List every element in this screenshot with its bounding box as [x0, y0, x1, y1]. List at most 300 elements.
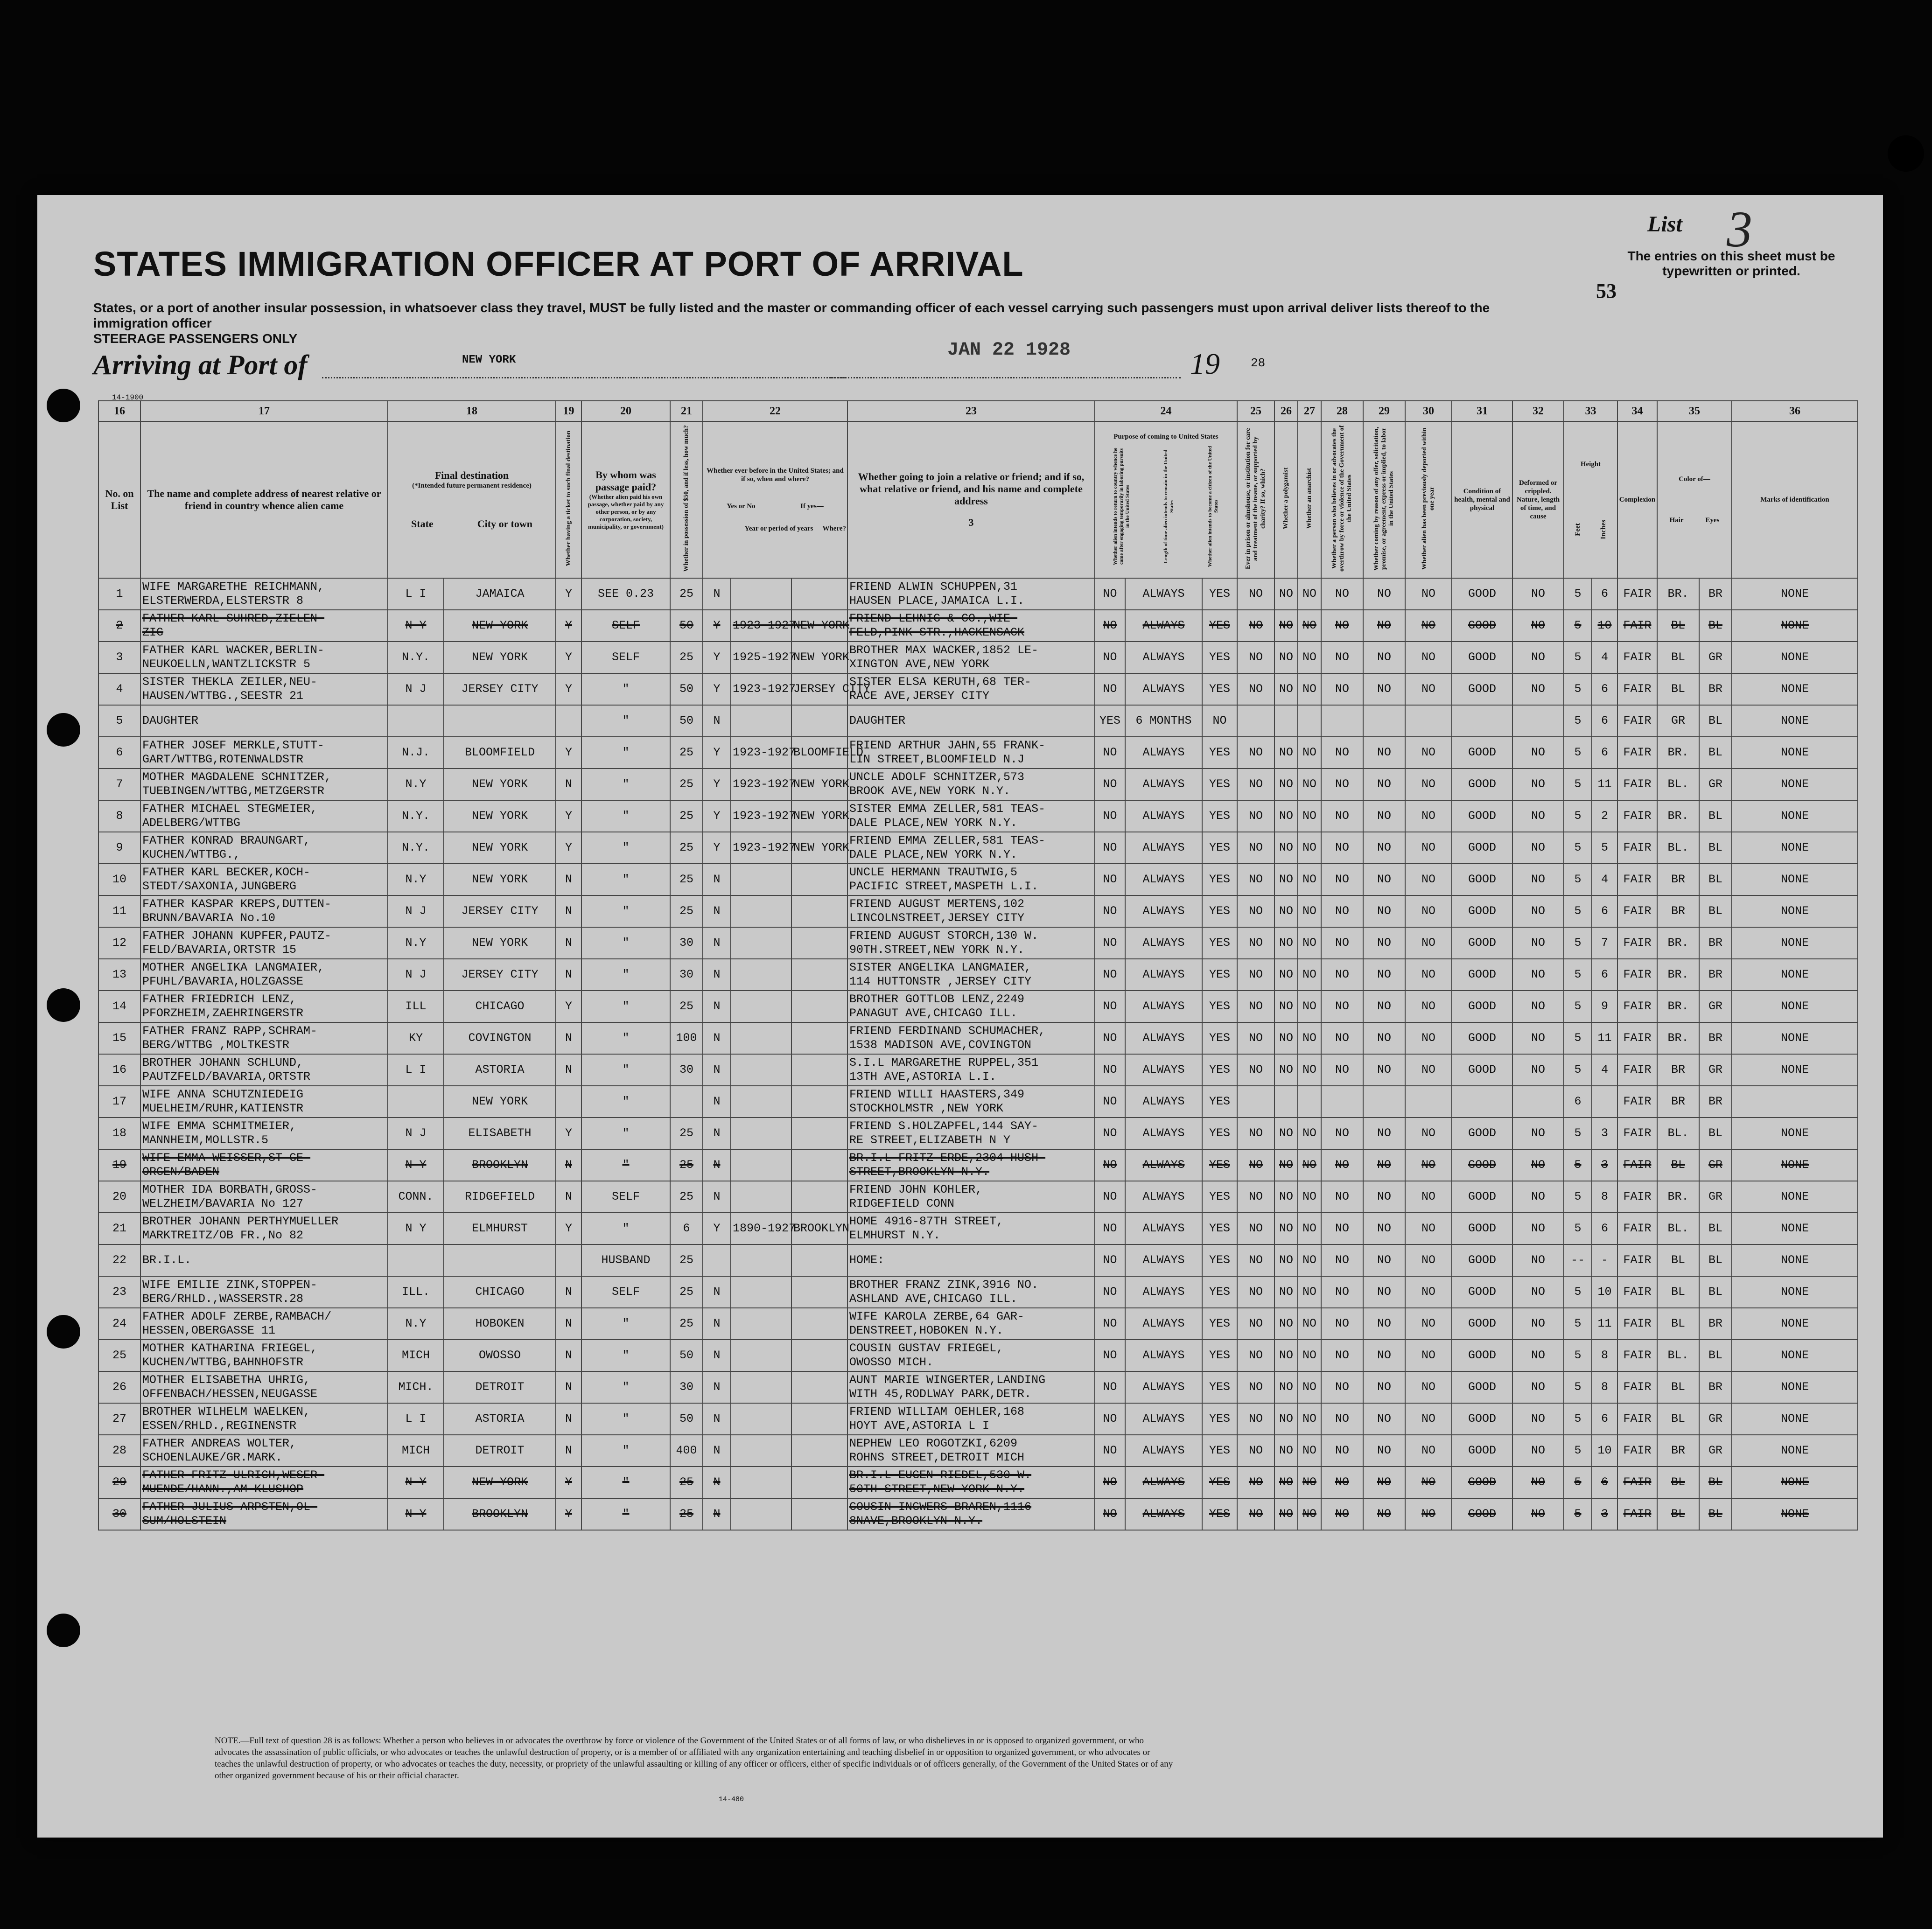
- purpose-return-cell: YES: [1095, 705, 1125, 737]
- passage-cell: SELF: [581, 1276, 670, 1308]
- hair-color-cell: BR.: [1657, 578, 1699, 610]
- before-us-cell: N: [703, 1340, 731, 1371]
- joining-cell: BR.I.L FRITZ ERDE,2304 HUSH- STREET,BROOKLYN N.Y.: [847, 1149, 1095, 1181]
- joining-cell: FRIEND WILLI HAASTERS,349 STOCKHOLMSTR ,NEW YORK: [847, 1086, 1095, 1118]
- purpose-length-cell: ALWAYS: [1125, 1149, 1202, 1181]
- passage-cell: ": [581, 1435, 670, 1467]
- health-cell: GOOD: [1452, 578, 1512, 610]
- ticket-cell: [556, 1086, 581, 1118]
- polygamist-cell: NO: [1274, 991, 1298, 1022]
- purpose-length-cell: ALWAYS: [1125, 1435, 1202, 1467]
- deformed-cell: NO: [1512, 1118, 1564, 1149]
- relative-cell: WIFE ANNA SCHUTZNIEDEIG MUELHEIM/RUHR,KATIENSTR: [140, 1086, 388, 1118]
- eye-color-cell: BL: [1699, 1498, 1732, 1530]
- anarchist-cell: NO: [1298, 769, 1321, 800]
- prison-cell: NO: [1237, 1403, 1274, 1435]
- passage-cell: ": [581, 737, 670, 769]
- row-number: 10: [98, 864, 140, 895]
- hair-color-cell: BL: [1657, 673, 1699, 705]
- question-29-cell: NO: [1363, 991, 1405, 1022]
- ticket-cell: Y: [556, 737, 581, 769]
- polygamist-cell: NO: [1274, 800, 1298, 832]
- height-feet-cell: 5: [1564, 1340, 1592, 1371]
- question-28-cell: NO: [1321, 769, 1363, 800]
- relative-cell: SISTER THEKLA ZEILER,NEU- HAUSEN/WTTBG.,SEESTR 21: [140, 673, 388, 705]
- anarchist-cell: NO: [1298, 642, 1321, 673]
- header-question-29: [1363, 421, 1405, 578]
- arriving-label: Arriving at Port of: [93, 349, 308, 380]
- table-row: [98, 705, 1858, 737]
- hair-color-cell: BR: [1657, 1435, 1699, 1467]
- row-number: 5: [98, 705, 140, 737]
- relative-cell: FATHER MICHAEL STEGMEIER, ADELBERG/WTTBG: [140, 800, 388, 832]
- health-cell: GOOD: [1452, 1498, 1512, 1530]
- question-29-cell: NO: [1363, 1340, 1405, 1371]
- where-cell: NEW YORK: [791, 642, 847, 673]
- city-cell: ASTORIA: [444, 1054, 556, 1086]
- punch-hole: [47, 988, 80, 1022]
- marks-cell: NONE: [1732, 864, 1858, 895]
- row-number: 23: [98, 1276, 140, 1308]
- height-inches-cell: 6: [1592, 705, 1617, 737]
- question-29-cell: NO: [1363, 959, 1405, 991]
- eye-color-cell: BL: [1699, 705, 1732, 737]
- question-30-cell: NO: [1405, 642, 1452, 673]
- row-number: 20: [98, 1181, 140, 1213]
- complexion-cell: FAIR: [1617, 1308, 1657, 1340]
- prison-cell: NO: [1237, 864, 1274, 895]
- relative-cell: FATHER ANDREAS WOLTER, SCHOENLAUKE/GR.MARK.: [140, 1435, 388, 1467]
- citizen-cell: YES: [1202, 959, 1237, 991]
- question-29-cell: NO: [1363, 578, 1405, 610]
- question-28-cell: NO: [1321, 832, 1363, 864]
- joining-cell: BROTHER MAX WACKER,1852 LE- XINGTON AVE,NEW YORK: [847, 642, 1095, 673]
- anarchist-cell: NO: [1298, 1435, 1321, 1467]
- question-30-cell: NO: [1405, 610, 1452, 642]
- years-cell: [731, 895, 791, 927]
- ticket-cell: N: [556, 1435, 581, 1467]
- question-30-cell: [1405, 705, 1452, 737]
- purpose-length-cell: ALWAYS: [1125, 1086, 1202, 1118]
- marks-cell: NONE: [1732, 1244, 1858, 1276]
- header-condition: Condition of health, mental and physical: [1452, 421, 1512, 578]
- purpose-length-cell: ALWAYS: [1125, 1498, 1202, 1530]
- citizen-cell: YES: [1202, 1149, 1237, 1181]
- height-feet-cell: 5: [1564, 927, 1592, 959]
- row-number: 22: [98, 1244, 140, 1276]
- marks-cell: NONE: [1732, 1054, 1858, 1086]
- question-29-cell: NO: [1363, 1308, 1405, 1340]
- money-cell: 50: [670, 1340, 703, 1371]
- passage-cell: ": [581, 1149, 670, 1181]
- ticket-cell: N: [556, 1149, 581, 1181]
- hair-color-cell: BR.: [1657, 959, 1699, 991]
- purpose-return-cell: NO: [1095, 769, 1125, 800]
- polygamist-cell: NO: [1274, 1467, 1298, 1498]
- state-cell: N Y: [388, 1498, 444, 1530]
- state-cell: N.Y.: [388, 642, 444, 673]
- marks-cell: NONE: [1732, 1181, 1858, 1213]
- question-28-cell: NO: [1321, 673, 1363, 705]
- money-cell: 50: [670, 673, 703, 705]
- eye-color-cell: BL: [1699, 610, 1732, 642]
- eye-color-cell: BL: [1699, 895, 1732, 927]
- purpose-length-cell: ALWAYS: [1125, 895, 1202, 927]
- row-number: 24: [98, 1308, 140, 1340]
- purpose-length-cell: ALWAYS: [1125, 864, 1202, 895]
- question-28-cell: NO: [1321, 1149, 1363, 1181]
- state-cell: N Y: [388, 1213, 444, 1244]
- height-inches-cell: 11: [1592, 1308, 1617, 1340]
- deformed-cell: NO: [1512, 1340, 1564, 1371]
- health-cell: GOOD: [1452, 1276, 1512, 1308]
- where-cell: [791, 1086, 847, 1118]
- question-28-cell: NO: [1321, 800, 1363, 832]
- purpose-length-cell: ALWAYS: [1125, 769, 1202, 800]
- polygamist-cell: NO: [1274, 959, 1298, 991]
- anarchist-cell: NO: [1298, 610, 1321, 642]
- city-cell: NEW YORK: [444, 642, 556, 673]
- before-us-cell: N: [703, 1181, 731, 1213]
- table-row: [98, 769, 1858, 800]
- row-number: 30: [98, 1498, 140, 1530]
- prison-cell: NO: [1237, 1467, 1274, 1498]
- hair-color-cell: BR.: [1657, 927, 1699, 959]
- complexion-cell: FAIR: [1617, 769, 1657, 800]
- anarchist-cell: NO: [1298, 578, 1321, 610]
- years-cell: [731, 1467, 791, 1498]
- punch-hole: [47, 1614, 80, 1647]
- prison-cell: NO: [1237, 1276, 1274, 1308]
- height-inches-cell: 5: [1592, 832, 1617, 864]
- passage-cell: ": [581, 927, 670, 959]
- marks-cell: NONE: [1732, 642, 1858, 673]
- purpose-return-cell: NO: [1095, 1149, 1125, 1181]
- eye-color-cell: BR: [1699, 959, 1732, 991]
- hair-color-cell: BL: [1657, 1244, 1699, 1276]
- hair-color-cell: BL.: [1657, 1213, 1699, 1244]
- where-cell: [791, 959, 847, 991]
- height-inches-cell: 3: [1592, 1118, 1617, 1149]
- row-number: 9: [98, 832, 140, 864]
- form-title: STATES IMMIGRATION OFFICER AT PORT OF ARRIVAL: [93, 245, 1024, 283]
- ticket-cell: N: [556, 959, 581, 991]
- before-us-cell: Y: [703, 832, 731, 864]
- anarchist-cell: NO: [1298, 800, 1321, 832]
- complexion-cell: FAIR: [1617, 1149, 1657, 1181]
- polygamist-cell: NO: [1274, 1498, 1298, 1530]
- ticket-cell: N: [556, 1371, 581, 1403]
- citizen-cell: YES: [1202, 800, 1237, 832]
- question-29-cell: NO: [1363, 832, 1405, 864]
- anarchist-cell: [1298, 1086, 1321, 1118]
- question-28-cell: NO: [1321, 1371, 1363, 1403]
- purpose-return-cell: NO: [1095, 1498, 1125, 1530]
- deformed-cell: NO: [1512, 959, 1564, 991]
- years-cell: [731, 1340, 791, 1371]
- marks-cell: NONE: [1732, 1308, 1858, 1340]
- complexion-cell: FAIR: [1617, 1435, 1657, 1467]
- purpose-return-cell: NO: [1095, 832, 1125, 864]
- passage-note: (Whether alien paid his own passage, whether paid by any other person, or by any corporation, society, municipality, or government): [588, 493, 664, 530]
- complexion-cell: FAIR: [1617, 1118, 1657, 1149]
- eye-color-cell: BR: [1699, 1022, 1732, 1054]
- table-row: [98, 1213, 1858, 1244]
- height-feet-cell: 5: [1564, 1467, 1592, 1498]
- ticket-cell: Y: [556, 1213, 581, 1244]
- polygamist-cell: [1274, 1086, 1298, 1118]
- height-feet-cell: 5: [1564, 1276, 1592, 1308]
- relative-cell: WIFE EMILIE ZINK,STOPPEN- BERG/RHLD.,WASSERSTR.28: [140, 1276, 388, 1308]
- port-line: [322, 377, 845, 378]
- relative-cell: FATHER FRANZ RAPP,SCHRAM- BERG/WTTBG ,MOLTKESTR: [140, 1022, 388, 1054]
- anarchist-cell: NO: [1298, 864, 1321, 895]
- anarchist-cell: NO: [1298, 1054, 1321, 1086]
- relative-cell: DAUGHTER: [140, 705, 388, 737]
- hair-color-cell: BR: [1657, 1086, 1699, 1118]
- passage-cell: ": [581, 769, 670, 800]
- citizen-cell: YES: [1202, 1467, 1237, 1498]
- health-cell: GOOD: [1452, 800, 1512, 832]
- ticket-cell: N: [556, 1054, 581, 1086]
- question-29-cell: NO: [1363, 1022, 1405, 1054]
- polygamist-cell: NO: [1274, 864, 1298, 895]
- height-inches-cell: [1592, 1086, 1617, 1118]
- question-30-cell: NO: [1405, 832, 1452, 864]
- height-feet-cell: 5: [1564, 705, 1592, 737]
- question-29-cell: NO: [1363, 1118, 1405, 1149]
- question-29-cell: [1363, 1086, 1405, 1118]
- money-cell: 50: [670, 1403, 703, 1435]
- where-cell: NEW YORK: [791, 610, 847, 642]
- marks-cell: NONE: [1732, 1022, 1858, 1054]
- where-cell: [791, 927, 847, 959]
- question-30-cell: NO: [1405, 800, 1452, 832]
- polygamist-cell: NO: [1274, 769, 1298, 800]
- row-number: 18: [98, 1118, 140, 1149]
- citizen-cell: YES: [1202, 642, 1237, 673]
- polygamist-cell: NO: [1274, 1213, 1298, 1244]
- question-28-cell: NO: [1321, 1118, 1363, 1149]
- state-cell: N J: [388, 1118, 444, 1149]
- complexion-cell: FAIR: [1617, 1340, 1657, 1371]
- joining-cell: FRIEND FERDINAND SCHUMACHER, 1538 MADISON AVE,COVINGTON: [847, 1022, 1095, 1054]
- before-us-cell: N: [703, 1371, 731, 1403]
- height-inches-cell: 11: [1592, 769, 1617, 800]
- hair-color-cell: BR.: [1657, 991, 1699, 1022]
- polygamist-cell: [1274, 705, 1298, 737]
- money-cell: 25: [670, 642, 703, 673]
- polygamist-cell: NO: [1274, 1340, 1298, 1371]
- height-feet-cell: 5: [1564, 1435, 1592, 1467]
- years-cell: [731, 1054, 791, 1086]
- question-29-cell: NO: [1363, 1403, 1405, 1435]
- passage-cell: SELF: [581, 642, 670, 673]
- years-cell: [731, 578, 791, 610]
- where-cell: JERSEY CITY: [791, 673, 847, 705]
- relative-cell: BROTHER WILHELM WAELKEN, ESSEN/RHLD.,REGINENSTR: [140, 1403, 388, 1435]
- eye-color-cell: BL: [1699, 1118, 1732, 1149]
- height-feet-cell: 5: [1564, 1403, 1592, 1435]
- relative-cell: FATHER JOHANN KUPFER,PAUTZ- FELD/BAVARIA,ORTSTR 15: [140, 927, 388, 959]
- height-feet-cell: 6: [1564, 1086, 1592, 1118]
- question-28-cell: NO: [1321, 864, 1363, 895]
- joining-cell: FRIEND AUGUST STORCH,130 W. 90TH.STREET,NEW YORK N.Y.: [847, 927, 1095, 959]
- where-cell: [791, 1181, 847, 1213]
- question-30-cell: NO: [1405, 1118, 1452, 1149]
- hair-color-cell: BR.: [1657, 800, 1699, 832]
- health-cell: GOOD: [1452, 895, 1512, 927]
- complexion-cell: FAIR: [1617, 610, 1657, 642]
- purpose-return-cell: NO: [1095, 1276, 1125, 1308]
- joining-cell: HOME 4916-87TH STREET, ELMHURST N.Y.: [847, 1213, 1095, 1244]
- height-inches-cell: 6: [1592, 578, 1617, 610]
- header-marks: Marks of identification: [1732, 421, 1858, 578]
- height-inches-cell: 6: [1592, 1467, 1617, 1498]
- years-cell: [731, 959, 791, 991]
- city-cell: NEW YORK: [444, 610, 556, 642]
- anarchist-cell: NO: [1298, 737, 1321, 769]
- row-number: 11: [98, 895, 140, 927]
- height-feet-cell: 5: [1564, 864, 1592, 895]
- health-cell: GOOD: [1452, 1213, 1512, 1244]
- col-number: 20: [581, 401, 670, 421]
- joining-cell: DAUGHTER: [847, 705, 1095, 737]
- height-feet-cell: 5: [1564, 1054, 1592, 1086]
- passage-label: By whom was passage paid?: [595, 469, 657, 493]
- where-cell: [791, 1371, 847, 1403]
- question-28-cell: NO: [1321, 642, 1363, 673]
- money-cell: 50: [670, 705, 703, 737]
- hair-color-cell: BR: [1657, 895, 1699, 927]
- purpose-length-cell: ALWAYS: [1125, 1181, 1202, 1213]
- years-cell: [731, 1086, 791, 1118]
- purpose-return-cell: NO: [1095, 864, 1125, 895]
- table-row: [98, 610, 1858, 642]
- polygamist-cell: NO: [1274, 642, 1298, 673]
- question-29-cell: [1363, 705, 1405, 737]
- deformed-cell: NO: [1512, 737, 1564, 769]
- citizen-cell: YES: [1202, 673, 1237, 705]
- complexion-cell: FAIR: [1617, 832, 1657, 864]
- city-cell: ELMHURST: [444, 1213, 556, 1244]
- money-cell: 6: [670, 1213, 703, 1244]
- before-us-cell: N: [703, 864, 731, 895]
- table-row: [98, 832, 1858, 864]
- eye-color-cell: BR: [1699, 1371, 1732, 1403]
- eye-color-cell: BR: [1699, 578, 1732, 610]
- eye-color-cell: BL: [1699, 1213, 1732, 1244]
- ticket-cell: N: [556, 895, 581, 927]
- question-29-cell: NO: [1363, 737, 1405, 769]
- health-cell: GOOD: [1452, 1308, 1512, 1340]
- anarchist-cell: NO: [1298, 1149, 1321, 1181]
- where-cell: NEW YORK: [791, 800, 847, 832]
- ticket-cell: N: [556, 864, 581, 895]
- row-number: 28: [98, 1435, 140, 1467]
- marks-cell: NONE: [1732, 673, 1858, 705]
- height-inches-cell: 3: [1592, 1149, 1617, 1181]
- citizen-cell: YES: [1202, 1403, 1237, 1435]
- row-number: 19: [98, 1149, 140, 1181]
- purpose-return-cell: NO: [1095, 1340, 1125, 1371]
- relative-cell: FATHER ADOLF ZERBE,RAMBACH/ HESSEN,OBERGASSE 11: [140, 1308, 388, 1340]
- passage-cell: ": [581, 832, 670, 864]
- question-28-footnote: NOTE.—Full text of question 28 is as follows: Whether a person who believes in or advocates the overthrow by force or violence of the Government of the United States or of all forms of law, or who disbelieves in or is opposed to organized government, or who advocates the assassination of public officials, or who advocates or teaches the unlawful destruction of property, or is a member of or affiliated with any organization entertaining and teaching disbelief in or opposition to organized government, or who advocates or teaches the unlawful destruction of property, or who advocates or teaches the duty, necessity, or propriety of the unlawful assaulting or killing of any officer or officers, either of specific individuals or of officers generally, of the Government of the United States or of any other organized government because of his or their official character.: [215, 1736, 1173, 1781]
- polygamist-cell: NO: [1274, 927, 1298, 959]
- years-cell: [731, 1435, 791, 1467]
- height-feet-cell: --: [1564, 1244, 1592, 1276]
- col-number: 24: [1095, 401, 1237, 421]
- city-cell: NEW YORK: [444, 832, 556, 864]
- polygamist-label: Whether a polygamist: [1282, 468, 1289, 529]
- final-destination-label: Final destination: [434, 469, 509, 481]
- deformed-cell: NO: [1512, 642, 1564, 673]
- polygamist-cell: NO: [1274, 895, 1298, 927]
- state-cell: N J: [388, 959, 444, 991]
- header-passage: [581, 421, 670, 578]
- deformed-cell: NO: [1512, 673, 1564, 705]
- purpose-return-cell: NO: [1095, 1181, 1125, 1213]
- row-number: 27: [98, 1403, 140, 1435]
- table-row: [98, 927, 1858, 959]
- purpose-length-cell: ALWAYS: [1125, 1308, 1202, 1340]
- health-cell: GOOD: [1452, 1403, 1512, 1435]
- question-30-cell: NO: [1405, 1244, 1452, 1276]
- ticket-cell: Y: [556, 673, 581, 705]
- state-cell: KY: [388, 1022, 444, 1054]
- complexion-cell: FAIR: [1617, 737, 1657, 769]
- height-inches-cell: 10: [1592, 1276, 1617, 1308]
- question-28-cell: NO: [1321, 1435, 1363, 1467]
- question-28-cell: NO: [1321, 1403, 1363, 1435]
- eye-color-cell: GR: [1699, 1435, 1732, 1467]
- where-cell: [791, 1022, 847, 1054]
- ticket-cell: N: [556, 1276, 581, 1308]
- years-cell: [731, 864, 791, 895]
- purpose-return-cell: NO: [1095, 991, 1125, 1022]
- where-cell: [791, 895, 847, 927]
- city-cell: BROOKLYN: [444, 1149, 556, 1181]
- prison-cell: [1237, 705, 1274, 737]
- height-feet-cell: 5: [1564, 769, 1592, 800]
- col-number: 26: [1274, 401, 1298, 421]
- city-cell: JERSEY CITY: [444, 959, 556, 991]
- joining-cell: FRIEND AUGUST MERTENS,102 LINCOLNSTREET,JERSEY CITY: [847, 895, 1095, 927]
- state-cell: N J: [388, 673, 444, 705]
- health-cell: GOOD: [1452, 1467, 1512, 1498]
- deformed-cell: NO: [1512, 832, 1564, 864]
- city-cell: HOBOKEN: [444, 1308, 556, 1340]
- purpose-length-cell: ALWAYS: [1125, 1340, 1202, 1371]
- complexion-cell: FAIR: [1617, 1086, 1657, 1118]
- health-cell: GOOD: [1452, 991, 1512, 1022]
- years-cell: 1923-1927: [731, 610, 791, 642]
- money-cell: 100: [670, 1022, 703, 1054]
- years-cell: [731, 1308, 791, 1340]
- relative-cell: MOTHER KATHARINA FRIEGEL, KUCHEN/WTTBG,BAHNHOFSTR: [140, 1340, 388, 1371]
- prison-cell: NO: [1237, 1435, 1274, 1467]
- question-30-cell: NO: [1405, 1213, 1452, 1244]
- row-number: 4: [98, 673, 140, 705]
- height-inches-cell: 6: [1592, 1403, 1617, 1435]
- years-cell: [731, 1403, 791, 1435]
- eye-color-cell: GR: [1699, 769, 1732, 800]
- before-us-cell: N: [703, 1054, 731, 1086]
- table-row: [98, 1435, 1858, 1467]
- complexion-cell: FAIR: [1617, 895, 1657, 927]
- row-number: 26: [98, 1371, 140, 1403]
